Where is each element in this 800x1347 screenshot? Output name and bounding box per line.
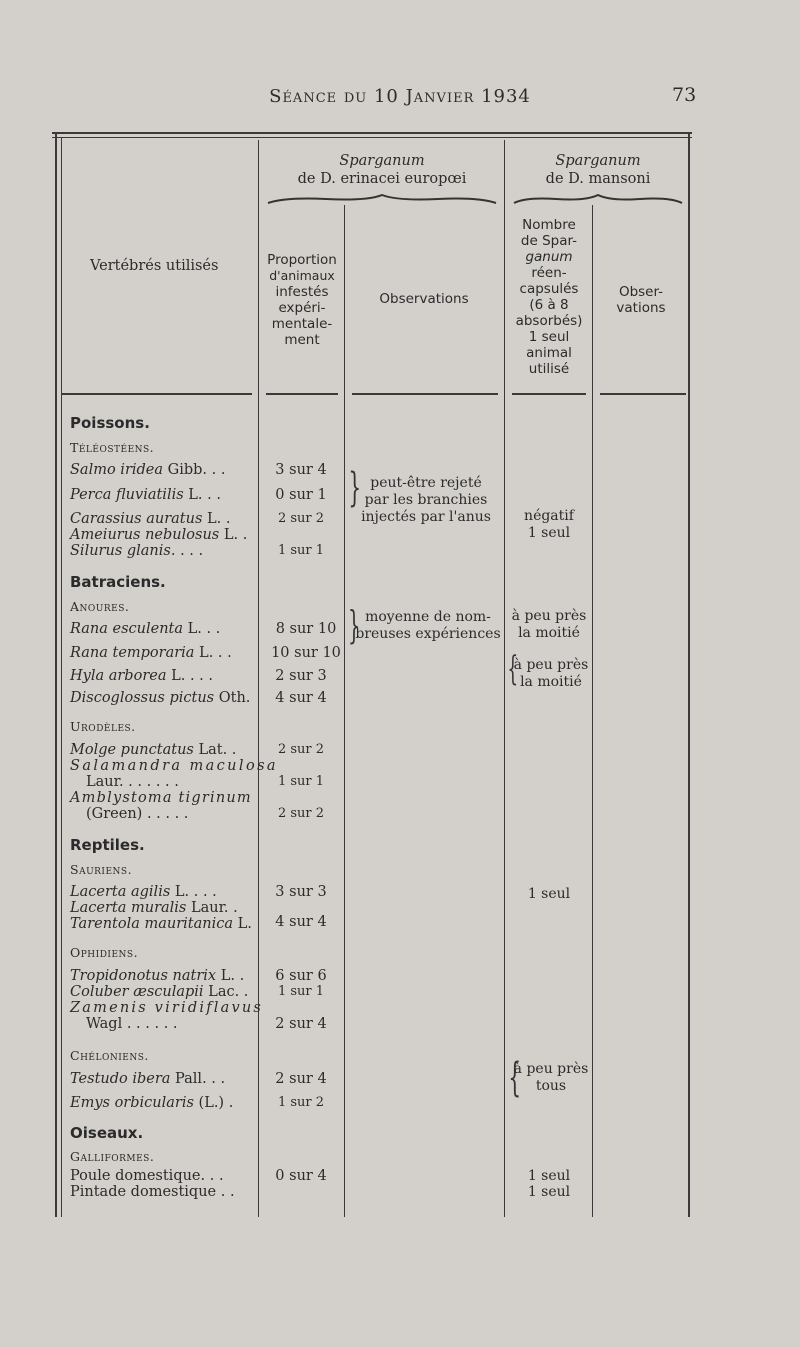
subgroup-teleosteens: Téléostéens. <box>70 440 155 455</box>
observation-text: peut-être rejeté par les branchies injectés par l'anus <box>361 475 491 525</box>
group-poissons: Poissons. <box>70 414 150 432</box>
col-divider-3 <box>504 140 505 1217</box>
group-reptiles: Reptiles. <box>70 836 145 854</box>
header-observations: Observations <box>379 291 469 307</box>
observation-brace-icon: } <box>348 465 362 511</box>
proportion-cell: 1 sur 1 <box>277 543 325 558</box>
table-row: Carassius auratus L. . <box>70 511 231 527</box>
table-row: Hyla arborea L. . . . <box>70 668 213 684</box>
table-left-border <box>55 132 57 1217</box>
header-erinacei-1: Sparganum <box>339 153 425 169</box>
running-header: Séance du 10 Janvier 1934 <box>269 86 531 107</box>
col-divider-2 <box>344 205 345 1217</box>
header-mansoni-2: de D. mansoni <box>545 171 651 187</box>
table-row: Discoglossus pictus Oth. <box>70 690 251 706</box>
proportion-cell: 1 sur 1 <box>277 774 325 789</box>
header-nombre: Nombre de Spar- ganum réen- capsulés (6 à 8 absorbés) 1 seul animal utilisé <box>515 217 583 377</box>
proportion-cell: 4 sur 4 <box>275 690 327 706</box>
proportion-cell: 0 sur 4 <box>275 1168 327 1184</box>
proportion-cell: 2 sur 2 <box>277 742 325 757</box>
nombre-cell: 1 seul 1 seul <box>527 1168 571 1200</box>
header-rule-3 <box>352 393 498 395</box>
subgroup-sauriens: Sauriens. <box>70 862 133 877</box>
nombre-cell: à peu près la moitié <box>511 608 587 641</box>
table-row: Molge punctatus Lat. . <box>70 742 237 758</box>
table-row: Salmo iridea Gibb. . . <box>70 462 226 478</box>
nombre-brace-icon: { <box>508 1055 522 1101</box>
proportion-cell: 8 sur 10 <box>275 621 337 637</box>
proportion-cell: 6 sur 6 <box>275 968 327 984</box>
header-mansoni-1: Sparganum <box>555 153 641 169</box>
proportion-cell: 2 sur 2 <box>277 511 325 526</box>
mansoni-brace <box>512 193 684 205</box>
nombre-brace-icon: { <box>507 649 519 689</box>
table-row: Perca fluviatilis L. . . <box>70 487 221 503</box>
proportion-cell: 2 sur 2 <box>277 806 325 821</box>
table-row: Silurus glanis. . . . <box>70 543 204 559</box>
subgroup-urodeles: Urodèles. <box>70 719 136 734</box>
proportion-cell: 3 sur 3 <box>275 884 327 900</box>
header-obs2: Obser- vations <box>616 284 666 316</box>
subgroup-cheloniens: Chéloniens. <box>70 1048 149 1063</box>
table-row: Wagl . . . . . . <box>86 1016 178 1032</box>
table-row: Tropidonotus natrix L. . <box>70 968 245 984</box>
proportion-cell: 0 sur 1 <box>275 487 327 503</box>
table-row: Lacerta agilis L. . . . <box>70 884 217 900</box>
erinacei-brace <box>266 193 498 205</box>
table-right-border <box>688 132 690 1217</box>
observation-text: moyenne de nom- breuses expériences <box>355 609 501 642</box>
nombre-cell: 1 seul <box>527 886 571 902</box>
table-row: Poule domestique. . . <box>70 1168 224 1184</box>
table-row: Lacerta muralis Laur. . <box>70 900 238 916</box>
table-row: Ameiurus nebulosus L. . <box>70 527 248 543</box>
table-row: Rana esculenta L. . . <box>70 621 221 637</box>
table-left-border-2 <box>61 137 62 1217</box>
proportion-cell: 1 sur 1 <box>277 984 325 999</box>
header-erinacei-2: de D. erinacei europœi <box>297 171 467 187</box>
table-row: Coluber æsculapii Lac. . <box>70 984 249 1000</box>
nombre-cell: à peu près tous <box>513 1061 589 1094</box>
table-row: Salamandra maculosa <box>70 758 278 774</box>
header-vertebres: Vertébrés utilisés <box>90 258 219 274</box>
col-divider-1 <box>258 140 259 1217</box>
group-oiseaux: Oiseaux. <box>70 1124 144 1142</box>
table-row: (Green) . . . . . <box>86 806 189 822</box>
table-row: Amblystoma tigrinum <box>70 790 252 806</box>
subgroup-anoures: Anoures. <box>70 599 130 614</box>
table-row: Tarentola mauritanica L. <box>70 916 252 932</box>
nombre-cell: à peu près la moitié <box>513 657 589 690</box>
header-proportion: Proportion d'animaux infestés expéri- mentale- ment <box>267 252 337 348</box>
table-top-rule-2 <box>52 137 692 138</box>
proportion-cell: 2 sur 4 <box>275 1071 327 1087</box>
table-row: Rana temporaria L. . . <box>70 645 232 661</box>
proportion-cell: 1 sur 2 <box>277 1095 325 1110</box>
header-rule-2 <box>266 393 338 395</box>
header-rule-5 <box>600 393 686 395</box>
proportion-cell: 2 sur 4 <box>275 1016 327 1032</box>
table-top-rule <box>52 132 692 134</box>
table-row: Laur. . . . . . . <box>86 774 179 790</box>
proportion-cell: 2 sur 3 <box>275 668 327 684</box>
table-row: Pintade domestique . . <box>70 1184 235 1200</box>
observation-brace-icon: } <box>348 603 361 647</box>
proportion-cell: 10 sur 10 <box>271 645 341 661</box>
table-row: Testudo ibera Pall. . . <box>70 1071 226 1087</box>
header-rule-4 <box>512 393 586 395</box>
page-number: 73 <box>672 84 697 106</box>
nombre-cell: négatif 1 seul <box>524 508 574 541</box>
subgroup-ophidiens: Ophidiens. <box>70 945 139 960</box>
proportion-cell: 4 sur 4 <box>275 914 327 930</box>
group-batraciens: Batraciens. <box>70 573 166 591</box>
table-row: Emys orbicularis (L.) . <box>70 1095 234 1111</box>
table-row: Zamenis viridiflavus <box>70 1000 264 1016</box>
col-divider-4 <box>592 205 593 1217</box>
proportion-cell: 3 sur 4 <box>275 462 327 478</box>
subgroup-galliformes: Galliformes. <box>70 1149 155 1164</box>
header-rule-1 <box>62 393 252 395</box>
